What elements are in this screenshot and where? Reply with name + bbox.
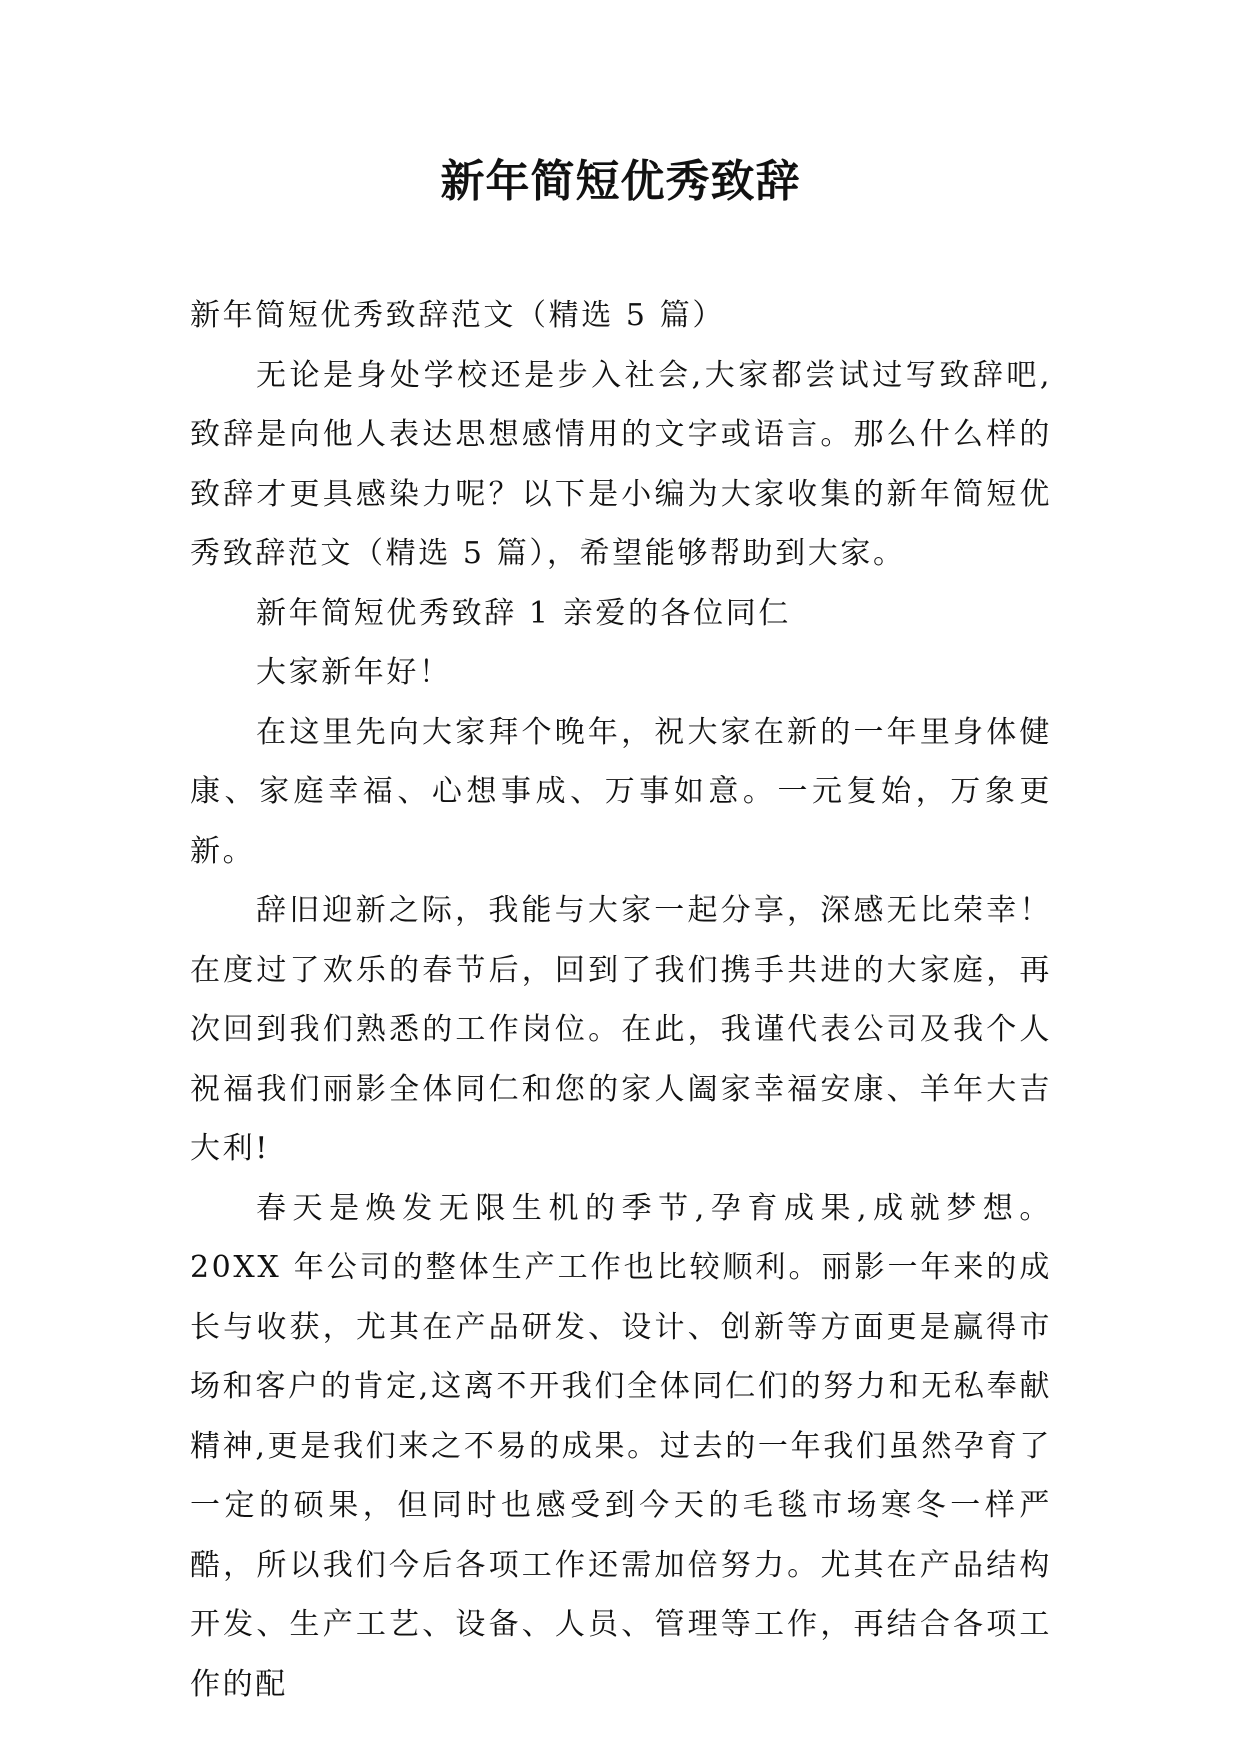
paragraph-new-year-wishes: 在这里先向大家拜个晚年，祝大家在新的一年里身体健康、家庭幸福、心想事成、万事如意。一元复始，万象更新。: [190, 714, 1052, 869]
document-title: 新年简短优秀致辞: [440, 156, 801, 207]
paragraph-intro: 无论是身处学校还是步入社会,大家都尝试过写致辞吧,致辞是向他人表达思想感情用的文字或语言。那么什么样的致辞才更具感染力呢？以下是小编为大家收集的新年简短优秀致辞范文（精选 5 篇），希望能够帮助到大家。: [190, 357, 1052, 571]
paragraph-section-heading: 新年简短优秀致辞 1 亲爱的各位同仁: [256, 595, 791, 631]
paragraph-greeting: 大家新年好！: [256, 655, 452, 690]
paragraph-farewell-old-year: 辞旧迎新之际，我能与大家一起分享，深感无比荣幸！在度过了欢乐的春节后，回到了我们携手共进的大家庭，再次回到我们熟悉的工作岗位。在此，我谨代表公司及我个人祝福我们丽影全体同仁和您的家人阖家幸福安康、羊年大吉大利!: [190, 893, 1052, 1166]
paragraph-spring-review: 春天是焕发无限生机的季节,孕育成果,成就梦想。20XX 年公司的整体生产工作也比较顺利。丽影一年来的成长与收获，尤其在产品研发、设计、创新等方面更是赢得市场和客户的肯定,这离不开我们全体同仁们的努力和无私奉献精神,更是我们来之不易的成果。过去的一年我们虽然孕育了一定的硕果，但同时也感受到今天的毛毯市场寒冬一样严酷，所以我们今后各项工作还需加倍努力。尤其在产品结构开发、生产工艺、设备、人员、管理等工作，再结合各项工作的配: [190, 1190, 1052, 1702]
document-body: [190, 286, 1052, 1714]
document-subtitle: 新年简短优秀致辞范文（精选 5 篇）: [190, 298, 725, 333]
